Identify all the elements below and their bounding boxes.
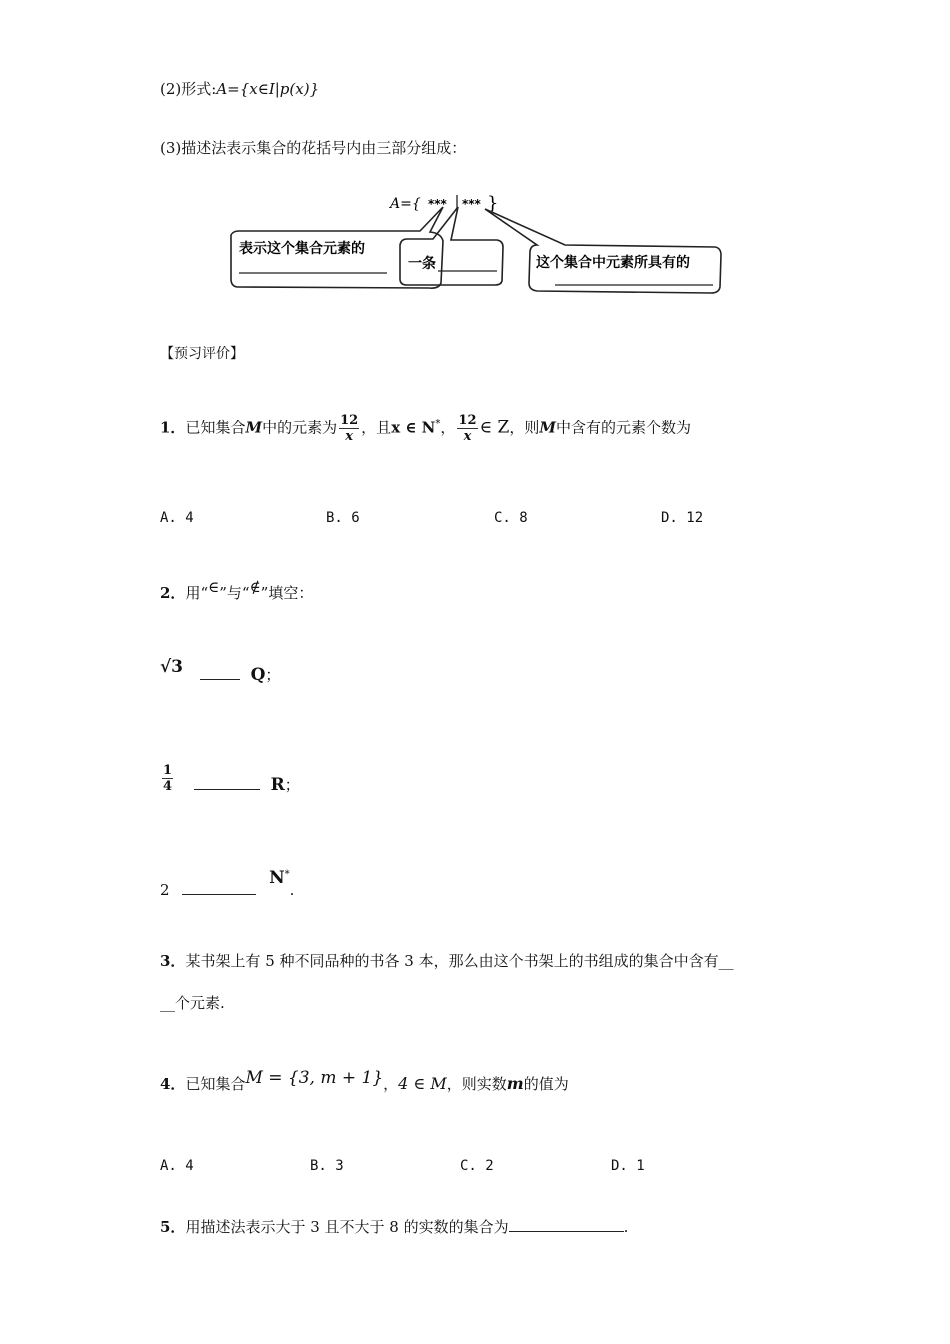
q1-option-c: C. 8	[494, 510, 528, 526]
q1-option-a: A. 4	[160, 510, 194, 526]
diagram-stars-right: ***	[462, 197, 481, 211]
q4-option-b: B. 3	[310, 1158, 344, 1174]
review-heading: 【预习评价】	[160, 346, 244, 362]
q2-symbol-in: ∈	[208, 578, 220, 596]
diagram-box-3-label: 这个集合中元素所具有的	[536, 255, 690, 271]
q2-row2-blank	[194, 775, 260, 790]
q2-number: 2．	[160, 584, 186, 602]
q2-row1-blank	[200, 665, 240, 680]
diagram-box-2	[400, 207, 503, 285]
q2-row3-rhs: N	[269, 868, 285, 888]
q1-text-4: ，	[440, 418, 456, 437]
q1-option-d: D. 12	[661, 510, 704, 526]
q2-row-3	[160, 868, 295, 899]
diagram-brace-right: }	[487, 193, 499, 214]
q4-set: M = {3, m + 1}	[245, 1068, 384, 1088]
q4-text-3: ，则实数	[446, 1075, 507, 1093]
diagram-box-1-label: 表示这个集合元素的	[239, 241, 365, 257]
q4-option-c: C. 2	[460, 1158, 494, 1174]
question-4	[160, 1068, 569, 1094]
q1-text-5: ，则	[509, 418, 540, 437]
q1-text-2: 中的元素为	[262, 418, 338, 437]
q1-cond-1: x ∈ N	[391, 418, 436, 437]
question-1	[160, 414, 691, 443]
form-formula: A={x∈I|p(x)}	[216, 80, 320, 98]
q2-row-1	[160, 657, 281, 685]
q2-row1-end: ；	[265, 666, 281, 684]
q4-text-2: ，	[383, 1075, 399, 1093]
q1-frac2-num: 12	[458, 413, 477, 428]
q2-row-2	[160, 764, 300, 793]
question-5	[160, 1216, 628, 1237]
q5-text: 用描述法表示大于 3 且不大于 8 的实数的集合为	[185, 1218, 509, 1236]
q4-number: 4．	[160, 1075, 186, 1093]
q1-number: 1．	[160, 418, 186, 437]
q2-row1-rhs: Q	[250, 665, 266, 685]
q1-frac-den: x	[345, 429, 353, 444]
q3-number: 3．	[160, 952, 186, 970]
describe-line: (3)描述法表示集合的花括号内由三部分组成：	[160, 139, 467, 157]
q4-option-a: A. 4	[160, 1158, 194, 1174]
form-line	[160, 78, 319, 99]
set-notation-diagram	[225, 185, 730, 300]
q1-var-m-2: M	[539, 418, 556, 437]
q2-row2-fraction	[162, 764, 173, 793]
q2-symbol-notin: ∉	[249, 578, 261, 596]
q2-row3-blank	[182, 880, 256, 895]
q1-star: *	[435, 418, 441, 430]
diagram-stars-left: ***	[428, 197, 447, 211]
q4-var-m: m	[506, 1074, 524, 1093]
q1-fraction-2	[457, 414, 477, 443]
form-label: (2)形式:	[160, 80, 217, 98]
q2-row2-rhs: R	[270, 775, 285, 795]
q2-text-2: ”与“	[219, 584, 250, 602]
q1-fraction	[339, 414, 359, 443]
q2-text-1: 用“	[185, 584, 209, 602]
diagram-box-2-label: 一条	[408, 256, 436, 272]
question-2	[160, 578, 313, 603]
q1-option-b: B. 6	[326, 510, 360, 526]
diagram-box-3	[485, 209, 721, 293]
q2-row1-lhs: √3	[160, 657, 184, 677]
q5-end: .	[623, 1218, 629, 1236]
q2-row2-end: ；	[284, 776, 300, 794]
q1-text-6: 中含有的元素个数为	[555, 418, 691, 437]
q2-text-3: ”填空：	[260, 584, 314, 602]
q4-text-4: 的值为	[523, 1075, 569, 1093]
q2-row3-star: *	[284, 869, 290, 880]
q2-row2-num: 1	[163, 763, 173, 778]
q1-text-1: 已知集合	[185, 418, 246, 437]
q1-frac-num: 12	[340, 413, 359, 428]
q5-blank	[509, 1217, 624, 1232]
q4-cond: 4 ∈ M	[398, 1074, 447, 1093]
q2-row3-end: .	[289, 881, 295, 899]
q3-text-1: 某书架上有 5 种不同品种的书各 3 本，那么由这个书架上的书组成的集合中含有__	[185, 952, 734, 970]
diagram-set-expr: A={	[390, 196, 421, 212]
q2-row2-den: 4	[163, 779, 173, 794]
q1-cond-2: ∈ Z	[479, 417, 510, 438]
q5-number: 5．	[160, 1218, 186, 1236]
q3-line-2: __个元素.	[160, 994, 225, 1012]
question-3	[160, 950, 734, 971]
q1-text-3: ，且	[361, 418, 392, 437]
q4-option-d: D. 1	[611, 1158, 645, 1174]
q4-text-1: 已知集合	[185, 1075, 246, 1093]
q1-frac2-den: x	[463, 429, 472, 444]
q1-var-m: M	[245, 418, 263, 437]
q2-row3-lhs: 2	[160, 881, 170, 899]
